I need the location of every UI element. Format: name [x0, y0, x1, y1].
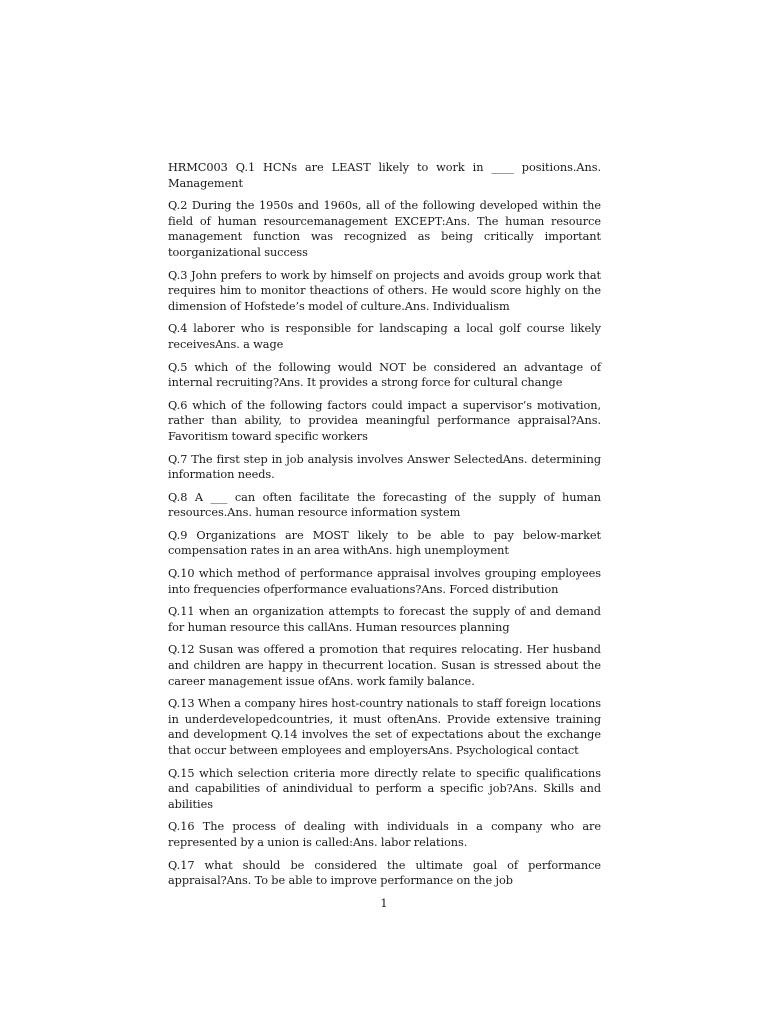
paragraph-q3: Q.3 John prefers to work by himself on projects and avoids group work that requires him to monitor theactions of others. He would score highly on the dimension of Hofstede’s model of culture.Ans. Individualism — [168, 268, 601, 313]
paragraph-q15: Q.15 which selection criteria more directly relate to specific qualifications and capabilities of anindividual to perform a specific job?Ans. Skills and abilities — [168, 766, 601, 811]
paragraph-q4: Q.4 laborer who is responsible for landscaping a local golf course likely receivesAns. a wage — [168, 322, 601, 351]
paragraph-q12: Q.12 Susan was offered a promotion that requires relocating. Her husband and children are happy in thecurrent location. Susan is stressed about the career management issue ofAns. work family balance. — [168, 643, 601, 688]
document-body — [168, 160, 601, 896]
paragraph-q2: Q.2 During the 1950s and 1960s, all of the following developed within the field of human resourcemanagement EXCEPT:Ans. The human resource management function was recognized as being critically important toorganizational success — [168, 199, 601, 259]
page-number: 1 — [380, 897, 388, 910]
paragraph-q6: Q.6 which of the following factors could impact a supervisor’s motivation, rather than ability, to providea meaningful performance appraisal?Ans. Favoritism toward specific workers — [168, 398, 601, 443]
paragraph-q7: Q.7 The first step in job analysis involves Answer SelectedAns. determining information needs. — [168, 452, 601, 482]
paragraph-q8: Q.8 A ___ can often facilitate the forecasting of the supply of human resources.Ans. human resource information system — [168, 490, 601, 520]
paragraph-q11: Q.11 when an organization attempts to forecast the supply of and demand for human resource this callAns. Human resources planning — [168, 605, 601, 634]
paragraph-q10: Q.10 which method of performance appraisal involves grouping employees into frequencies ofperformance evaluations?Ans. Forced distribution — [168, 567, 601, 596]
paragraph-q9: Q.9 Organizations are MOST likely to be able to pay below-market compensation rates in an area withAns. high unemployment — [168, 528, 601, 558]
paragraph-q13-q14: Q.13 When a company hires host-country nationals to staff foreign locations in underdevelopedcountries, it must oftenAns. Provide extensive training and development Q.14 involves the set of expectations about the exchange that occur between employees and employersAns. Psychological contact — [168, 697, 601, 757]
paragraph-q17: Q.17 what should be considered the ultimate goal of performance appraisal?Ans. To be able to improve performance on the job — [168, 858, 601, 888]
paragraph-q5: Q.5 which of the following would NOT be considered an advantage of internal recruiting?Ans. It provides a strong force for cultural change — [168, 360, 601, 390]
paragraph-q16: Q.16 The process of dealing with individuals in a company who are represented by a union is called:Ans. labor relations. — [168, 820, 601, 849]
paragraph-q1: HRMC003 Q.1 HCNs are LEAST likely to work in ____ positions.Ans. Management — [168, 161, 601, 190]
